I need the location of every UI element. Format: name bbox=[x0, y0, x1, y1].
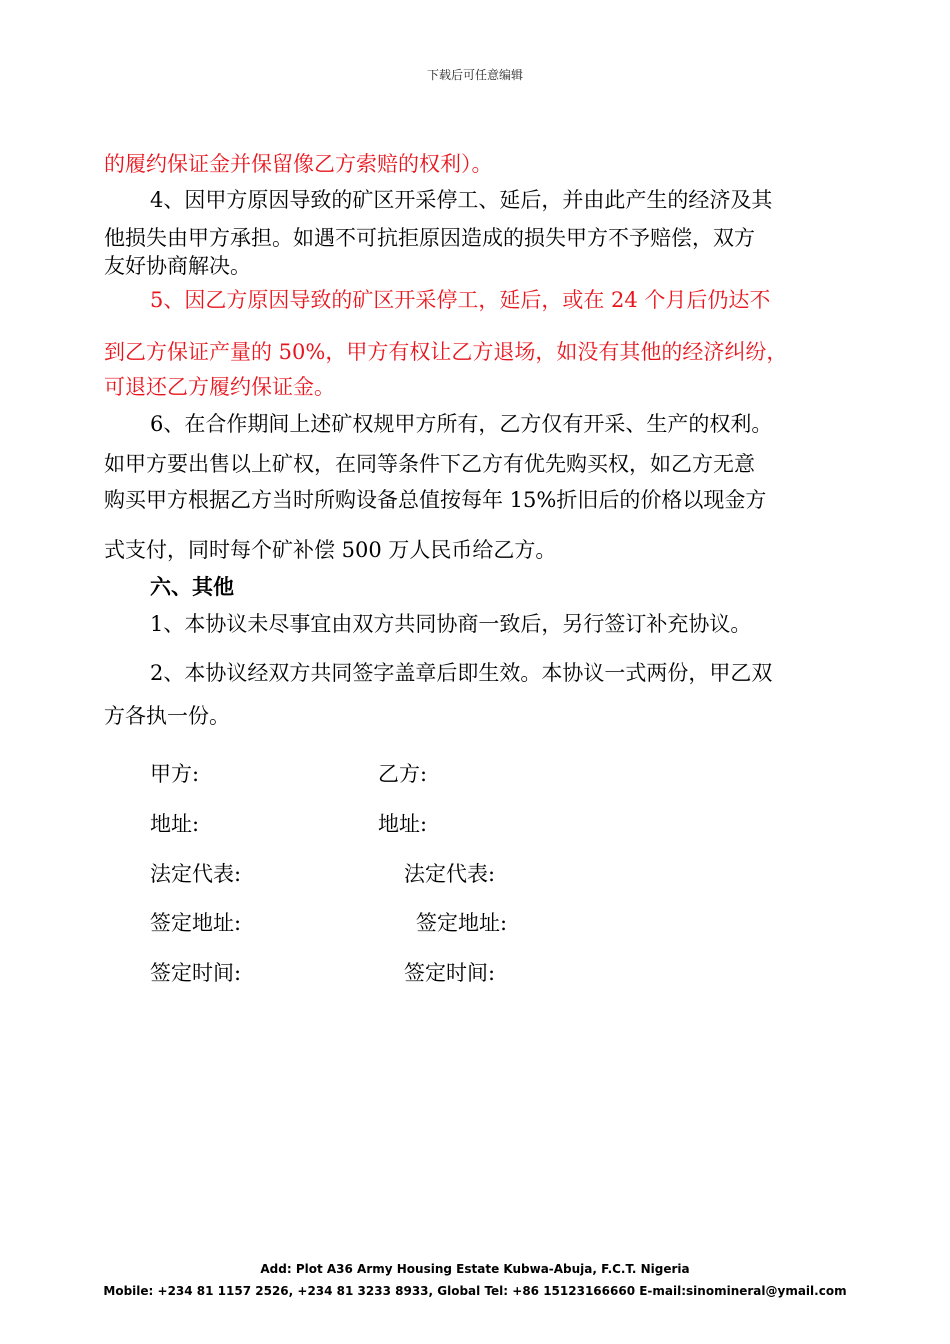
party-b-representative-label: 法定代表: bbox=[404, 862, 496, 886]
party-b-label: 乙方: bbox=[378, 762, 428, 786]
party-a-label: 甲方: bbox=[150, 762, 200, 786]
party-b-address-label: 地址: bbox=[378, 812, 428, 836]
clause-5-line-2: 到乙方保证产量的 50%，甲方有权让乙方退场，如没有其他的经济纠纷， bbox=[104, 340, 788, 364]
clause-6-line-1: 6、在合作期间上述矿权规甲方所有，乙方仅有开采、生产的权利。 bbox=[150, 412, 773, 436]
clause-5-line-3: 可退还乙方履约保证金。 bbox=[104, 375, 335, 399]
party-a-address-label: 地址: bbox=[150, 812, 200, 836]
paragraph-line-1: 的履约保证金并保留像乙方索赔的权利）。 bbox=[104, 152, 493, 176]
footer-address: Add: Plot A36 Army Housing Estate Kubwa-Abuja, F.C.T. Nigeria bbox=[260, 1262, 690, 1276]
clause-4-line-2: 他损失由甲方承担。如遇不可抗拒原因造成的损失甲方不予赔偿，双方 bbox=[104, 226, 755, 250]
party-a-representative-label: 法定代表: bbox=[150, 862, 242, 886]
other-clause-2-line-1: 2、本协议经双方共同签字盖章后即生效。本协议一式两份，甲乙双 bbox=[150, 661, 773, 685]
clause-6-line-2: 如甲方要出售以上矿权，在同等条件下乙方有优先购买权，如乙方无意 bbox=[104, 452, 755, 476]
section-heading-other: 六、其他 bbox=[150, 574, 234, 599]
footer-contact: Mobile: +234 81 1157 2526, +234 81 3233 8933, Global Tel: +86 15123166660 E-mail:sinomineral@ymail.com bbox=[103, 1284, 847, 1298]
other-clause-2-line-2: 方各执一份。 bbox=[104, 704, 230, 728]
party-b-signing-address-label: 签定地址: bbox=[416, 911, 508, 935]
other-clause-1: 1、本协议未尽事宜由双方共同协商一致后，另行签订补充协议。 bbox=[150, 612, 752, 636]
clause-4-line-3: 友好协商解决。 bbox=[104, 254, 251, 278]
party-b-signing-time-label: 签定时间: bbox=[404, 961, 496, 985]
clause-6-line-3: 购买甲方根据乙方当时所购设备总值按每年 15%折旧后的价格以现金方 bbox=[104, 488, 767, 512]
page-header: 下载后可任意编辑 bbox=[426, 68, 523, 82]
clause-4-line-1: 4、因甲方原因导致的矿区开采停工、延后，并由此产生的经济及其 bbox=[150, 188, 773, 212]
party-a-signing-address-label: 签定地址: bbox=[150, 911, 242, 935]
clause-5-line-1: 5、因乙方原因导致的矿区开采停工，延后，或在 24 个月后仍达不 bbox=[150, 288, 771, 312]
clause-6-line-4: 式支付，同时每个矿补偿 500 万人民币给乙方。 bbox=[104, 538, 557, 562]
party-a-signing-time-label: 签定时间: bbox=[150, 961, 242, 985]
